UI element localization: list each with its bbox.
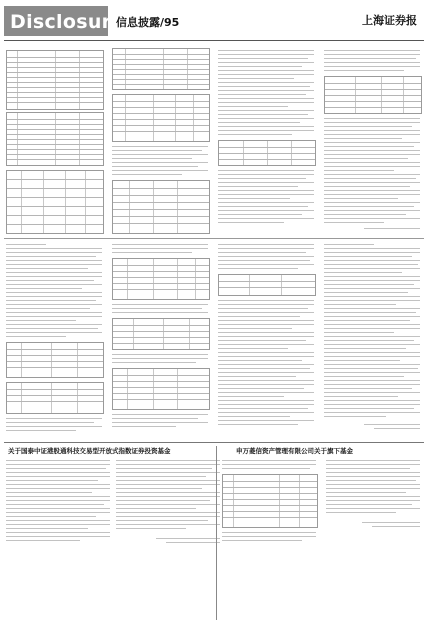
financial-table-12 (112, 318, 210, 350)
col-1-top (6, 46, 104, 236)
mid-rule (4, 238, 424, 239)
col-4-top (324, 46, 422, 236)
financial-table-10 (6, 382, 104, 414)
financial-table-7 (218, 140, 316, 166)
financial-table-13 (112, 368, 210, 410)
financial-table-1 (6, 50, 104, 110)
banner-text: Disclosure (10, 11, 125, 33)
financial-table-2 (6, 112, 104, 166)
notice-right-title: 申万菱信资产管理有限公司关于旗下基金 (236, 447, 353, 455)
page-number: /95 (160, 16, 180, 29)
col-3-top (218, 46, 316, 236)
financial-table-9 (6, 342, 104, 378)
financial-table-5 (112, 94, 210, 142)
financial-table-8 (324, 76, 422, 114)
financial-table-6 (112, 180, 210, 234)
col-2-top (112, 46, 210, 236)
newspaper-name: 上海证券报 (362, 14, 417, 27)
page-header (0, 0, 428, 44)
financial-table-11 (112, 258, 210, 300)
col-1-mid (6, 242, 104, 438)
section-name: 信息披露 (116, 16, 160, 29)
fund-list-table (222, 474, 318, 528)
notice-rule (4, 442, 424, 443)
col-3-mid (218, 242, 316, 438)
notice-right-body (222, 458, 422, 622)
notice-left-title: 关于国泰中证港股通科技交易型开放式指数证券投资基金 (8, 447, 171, 455)
col-4-mid (324, 242, 422, 438)
notice-divider (216, 446, 217, 620)
col-2-mid (112, 242, 210, 438)
financial-table-14 (218, 274, 316, 296)
notice-left-body (6, 458, 222, 622)
disclosure-banner (4, 6, 125, 36)
financial-table-4 (112, 48, 210, 90)
financial-table-3 (6, 170, 104, 234)
section-title (116, 14, 179, 30)
header-rule (4, 40, 424, 41)
